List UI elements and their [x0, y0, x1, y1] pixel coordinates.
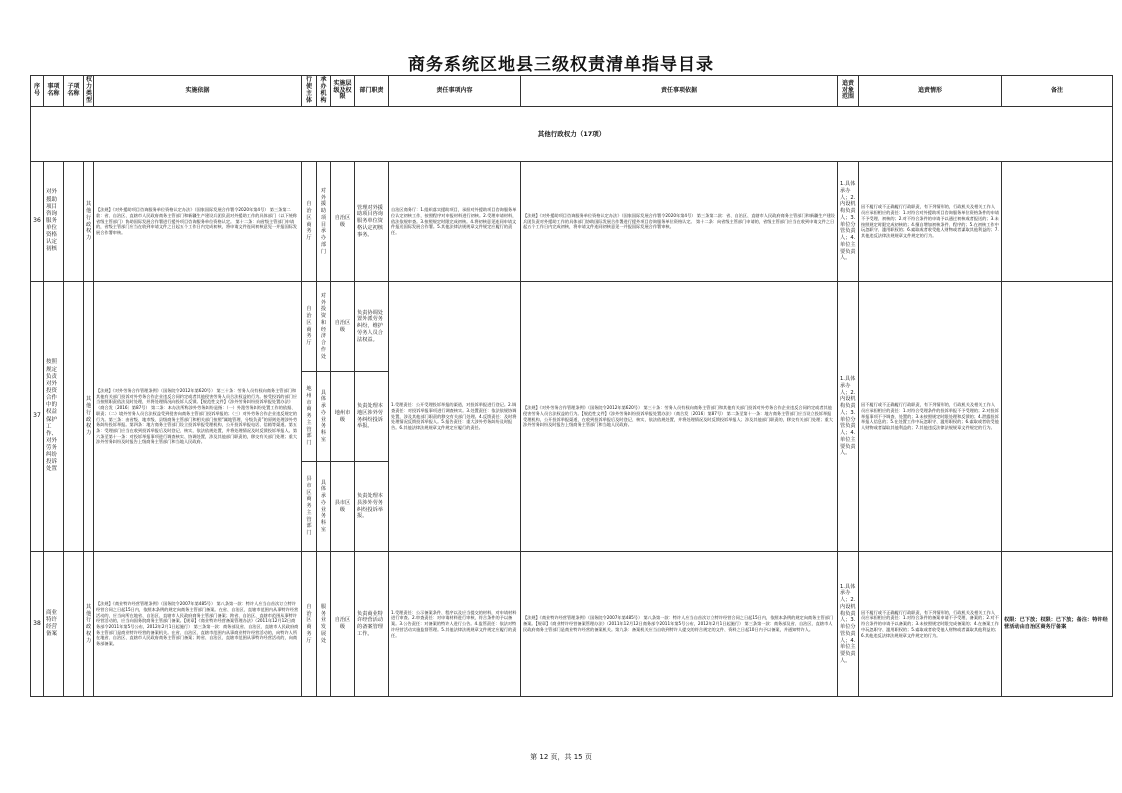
header-undertake: 承办机构: [317, 76, 331, 107]
row-item-name: 按照规定负责对外投资合作中的权益保护工作、对外劳务纠纷投诉处置: [44, 282, 64, 552]
row-undertake: 对外投资和经济合作处: [317, 282, 331, 372]
row-content: 1.受理责任：公开受理投诉举报的渠道，对投诉举报进行登记。2.调查责任：对投诉举报事项进行调查核实。3.处置责任：依法依规协调处置，涉及其他部门职责的移交有关部门处理。4.反馈责任：及时将处理情况反馈投诉举报人。5.报告责任：重大涉外劳务纠纷及时报告。6.其他法律法规规章文件规定应履行的责任。: [389, 282, 521, 552]
table-row: [31, 282, 1113, 372]
row-note: [1002, 282, 1113, 552]
row-type: 其他行政权力: [84, 282, 94, 552]
row-content: 1.受理责任：公示备案条件、程序以及应当提交的材料，对申请材料进行审查。2.审查责任：对申请材料进行审核，符合条件的予以备案。3.公告责任：对备案的特许人进行公告。4.监管责任：依法对特许经营活动实施监督管理。5.其他法律法规规章文件规定应履行的责任。: [389, 552, 521, 697]
header-target: 追责对象范围: [838, 76, 859, 107]
header-respbasis: 责任事项依据: [521, 76, 838, 107]
row-pursuit: 因不履行或不正确履行行政职责，有下列情形的，行政机关及相关工作人员应承担相应的责任：1.对符合对外援助项目咨询服务单位资格条件的申请不予受理、初核的；2.对不符合条件的申请予以通过初核或者报送的；3.未按照规定时限完成初核的；4.擅自增加初核条件、程序的；5.在初核工作中玩忽职守、滥用职权的；6.索取或者收受他人财物或者谋取其他利益的；7.其他违反法律法规规章文件规定的行为。: [859, 162, 1002, 282]
row-pursuit: 因不履行或不正确履行行政职责，有下列情形的，行政机关及相关工作人员应承担相应的责任：1.对符合受理条件的投诉举报不予受理的；2.对投诉举报事项不予调查、处置的；3.未按照规定时限处理和反馈的；4.泄露投诉举报人信息的；5.在处置工作中玩忽职守、滥用职权的；6.索取或者收受他人财物或者谋取其他利益的；7.其他违反法律法规规章文件规定的行为。: [859, 282, 1002, 552]
header-basis: 实施依据: [94, 76, 302, 107]
row-subject: 县市区商务主管部门: [302, 462, 317, 552]
row-respbasis: 【法规】《对外援助项目咨询服务单位资格认定办法》（国家国际发展合作署令2020年第4号） 第三条第二款：省、自治区、直辖市人民政府商务主管部门和新疆生产建设兵团负责对外援助工作的具体部门协助国际发展合作署进行援外项目咨询服务单位资格认定。 第十二条：向省级主管部门申请的，省级主管部门应当在收到申请文件之日起五个工作日内完成初核，将申请文件连同初核意见一并报国际发展合作署审核。: [521, 162, 838, 282]
table-row: [31, 552, 1113, 697]
responsibility-table: [30, 75, 1113, 697]
row-level: 自治区级: [331, 552, 355, 697]
header-type: 权力类型: [84, 76, 94, 107]
header-duty: 部门职责: [355, 76, 389, 107]
row-item-name: 对外援助项目咨询服务单位资格认定初核: [44, 162, 64, 282]
table-header-row: [31, 76, 1113, 107]
row-undertake: 服务业发展处: [317, 552, 331, 697]
row-note: 权限：已下放；权限：已下放；备注：特许经营活动由自治区商务厅备案: [1002, 552, 1113, 697]
header-subject: 行使主体: [302, 76, 317, 107]
row-subject: 地州市商务主管部门: [302, 372, 317, 462]
header-seq: 序号: [31, 76, 44, 107]
row-seq: 37: [31, 282, 44, 552]
page-title: 商务系统区地县三级权责清单指导目录: [408, 55, 714, 75]
row-undertake: 对外援助项目承办部门: [317, 162, 331, 282]
row-subitem: [64, 282, 84, 552]
header-note: 备注: [1002, 76, 1113, 107]
header-pursuit: 追责情形: [859, 76, 1002, 107]
row-item-name: 商业特许经营备案: [44, 552, 64, 697]
row-target: 1.具体承办人；2.内设机构负责人；3.单位分管负责人；4.单位主要负责人。: [838, 552, 859, 697]
row-content: 自治区商务厅：1.组织落实援助项目，承担对外援助项目咨询服务单位认定初核工作，按照程序对申报材料进行初核。2.受理申请材料，依法依规审查。3.按照规定时限完成初核。4.将初核意见连同申请文件报送国际发展合作署。5.其他法律法规规章文件规定应履行的责任。: [389, 162, 521, 282]
row-basis: 【法规】《对外劳务合作管理条例》（国务院令2012年第620号） 第三十条：劳务人员有权向商务主管部门和其他有关部门投诉对外劳务合作企业违反合同约定或者其他侵害劳务人员合法权益的行为。接受投诉的部门应当按照职责依法及时处理，并将处理情况向投诉人反馈。【规范性文件】《涉外劳务纠纷投诉举报处置办法》（商合发〔2016〕第87号） 第二条：本办法所称涉外劳务纠纷是指：（一）外派劳务纠纷处置工作的依据、职责；（二）境外劳务人员合法权益受到侵害向商务主管部门投诉举报的；（三）对外劳务合作企业违反规定的行为。第三条：由省级、地市级、县级商务主管部门和相关部门按照“属地管理、分级负责”的原则处理涉外劳务纠纷投诉举报。第四条：地方商务主管部门设立投诉举报受理机构，公开投诉举报电话、信箱等渠道。第五条：受理部门应当在收到投诉举报后及时登记、核实，依法依规处置，并将处理情况及时反馈投诉举报人。第六条至第十一条：对投诉举报事项进行调查核实、协调处置，涉及其他部门职责的，移交有关部门处理；重大涉外劳务纠纷及时报告上级商务主管部门和当地人民政府。: [94, 282, 302, 552]
row-subject: 自治区商务厅: [302, 552, 317, 697]
row-respbasis: 【法规】《商业特许经营管理条例》（国务院令2007年第485号） 第八条第一款：特许人应当自首次订立特许经营合同之日起15日内，依照本条例的规定向商务主管部门备案。【规章】《商业特许经营备案管理办法》（2011年12月12日商务部令2011年第5号公布，2012年2月1日起施行） 第三条第一款：商务部及省、自治区、直辖市人民政府商务主管部门是商业特许经营的备案机关。第九条：备案机关应当自收到特许人提交的符合规定的文件、资料之日起10日内予以备案，并通知特许人。: [521, 552, 838, 697]
row-subitem: [64, 162, 84, 282]
row-type: 其他行政权力: [84, 552, 94, 697]
row-undertake: 具体承办业务科室: [317, 462, 331, 552]
header-content: 责任事项内容: [389, 76, 521, 107]
header-level: 实施层级及权限: [331, 76, 355, 107]
row-dept-duty: 负责协调处置外派劳务纠纷，维护劳务人员合法权益。: [355, 282, 389, 372]
row-level: 自治区级: [331, 282, 355, 372]
section-row: [31, 107, 1113, 162]
table-row: [31, 162, 1113, 282]
header-item: 事项名称: [44, 76, 64, 107]
row-note: [1002, 162, 1113, 282]
row-subject: 自治区商务厅: [302, 162, 317, 282]
row-subitem: [64, 552, 84, 697]
row-level: 地州市级: [331, 372, 355, 462]
row-dept-duty: 负责处理本地区涉外劳务纠纷投诉举报。: [355, 372, 389, 462]
row-target: 1.具体承办人；2.内设机构负责人；3.单位分管负责人；4.单位主要负责人。: [838, 282, 859, 552]
header-subitem: 子项名称: [64, 76, 84, 107]
row-respbasis: 【法规】《对外劳务合作管理条例》（国务院令2012年第620号） 第三十条：劳务人员有权向商务主管部门和其他有关部门投诉对外劳务合作企业违反合同约定或者其他侵害劳务人员合法权益的行为。【规范性文件】《涉外劳务纠纷投诉举报处置办法》（商合发〔2016〕第87号） 第二条至第十一条：地方商务主管部门应当设立投诉举报受理机构，公开投诉举报渠道，在收到投诉举报后及时登记、核实，依法依规处置，并将处理情况及时反馈投诉举报人；涉及其他部门职责的，移交有关部门处理；重大涉外劳务纠纷及时报告上级商务主管部门和当地人民政府。: [521, 282, 838, 552]
row-seq: 38: [31, 552, 44, 697]
section-title: 其他行政权力（17项）: [31, 107, 1113, 162]
row-undertake: 具体承办业务科室: [317, 372, 331, 462]
row-target: 1.具体承办人；2.内设机构负责人；3.单位分管负责人；4.单位主要负责人。: [838, 162, 859, 282]
row-dept-duty: 负责商业特许经营活动的备案管理工作。: [355, 552, 389, 697]
row-basis: 【法规】《对外援助项目咨询服务单位资格认定办法》（国家国际发展合作署令2020年第4号） 第三条第二款：省、自治区、直辖市人民政府商务主管部门和新疆生产建设兵团负责对外援助工作的具体部门（以下统称省级主管部门）协助国际发展合作署进行援外项目咨询服务单位资格认定。 第十二条：向省级主管部门申请的，省级主管部门应当在收到申请文件之日起五个工作日内完成初核，将申请文件连同初核意见一并报国际发展合作署审核。: [94, 162, 302, 282]
row-dept-duty: 管理对外援助项目咨询服务单位资格认定初核事务。: [355, 162, 389, 282]
row-subject: 自治区商务厅: [302, 282, 317, 372]
row-level: 县市区级: [331, 462, 355, 552]
row-level: 自治区级: [331, 162, 355, 282]
row-type: 其他行政权力: [84, 162, 94, 282]
row-dept-duty: 负责处理本县涉外劳务纠纷投诉举报。: [355, 462, 389, 552]
row-basis: 【法规】《商业特许经营管理条例》（国务院令2007年第485号） 第八条第一款：特许人应当自首次订立特许经营合同之日起15日内，依照本条例的规定向商务主管部门备案。在省、自治区、直辖市范围内从事特许经营活动的，应当向所在地省、自治区、直辖市人民政府商务主管部门备案；跨省、自治区、直辖市范围从事特许经营活动的，应当向国务院商务主管部门备案。【规章】《商业特许经营备案管理办法》（2011年12月12日商务部令2011年第5号公布，2012年2月1日起施行） 第三条第一款：商务部及省、自治区、直辖市人民政府商务主管部门是商业特许经营的备案机关。在省、自治区、直辖市范围内从事商业特许经营活动的，向特许人所在地省、自治区、直辖市人民政府商务主管部门备案；跨省、自治区、直辖市范围从事特许经营活动的，向商务部备案。: [94, 552, 302, 697]
row-pursuit: 因不履行或不正确履行行政职责，有下列情形的，行政机关及相关工作人员应承担相应的责任：1.对符合条件的备案申请不予受理、备案的；2.对不符合条件的申请予以备案的；3.未按照规定时限完成备案的；4.在备案工作中玩忽职守、滥用职权的；5.索取或者收受他人财物或者谋取其他利益的；6.其他违反法律法规规章文件规定的行为。: [859, 552, 1002, 697]
row-seq: 36: [31, 162, 44, 282]
page-footer: 第 12 页，共 15 页: [530, 753, 592, 761]
